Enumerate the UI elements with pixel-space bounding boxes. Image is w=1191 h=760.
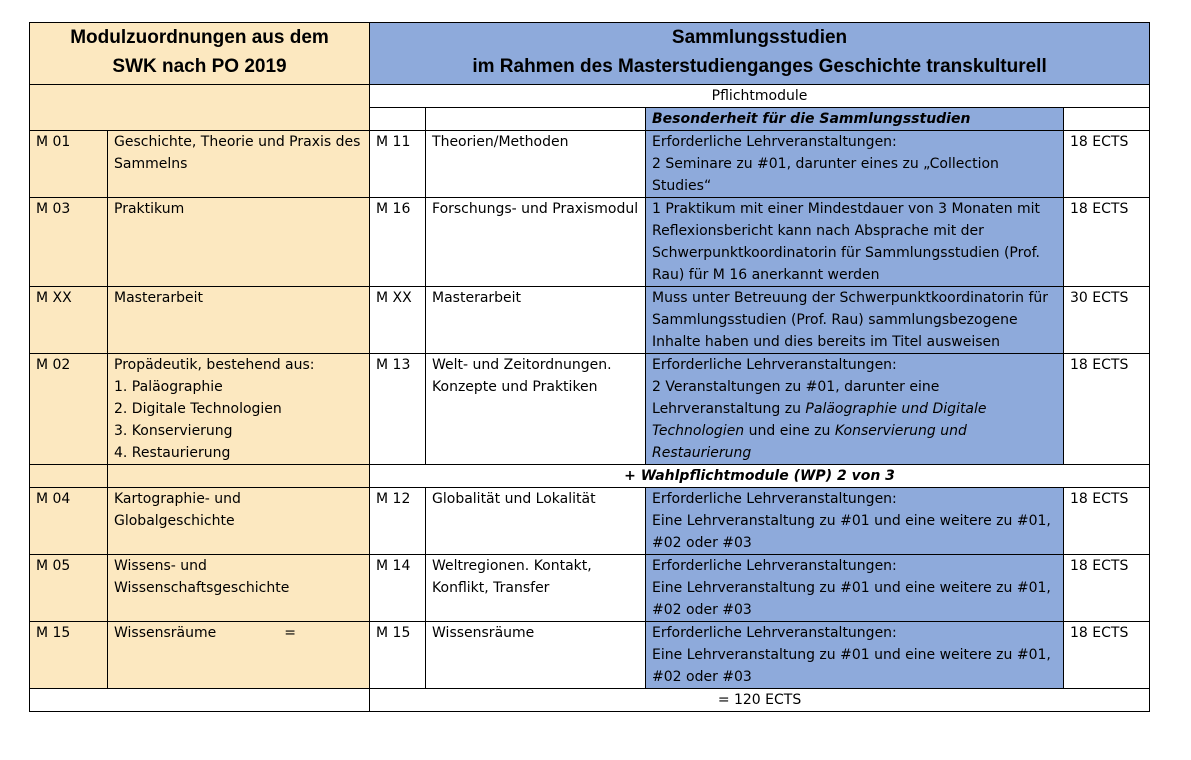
swk-header: Modulzuordnungen aus dem SWK nach PO 2019 (30, 23, 370, 85)
module-description: Erforderliche Lehrveranstaltungen: Eine Lehrveranstaltung zu #01 und eine weitere zu #01, #02 oder #03 (646, 555, 1064, 622)
table-row (30, 488, 1150, 555)
empty-cell (370, 108, 426, 131)
ects-value: 18 ECTS (1064, 131, 1150, 198)
total-ects: = 120 ECTS (370, 689, 1150, 712)
pflicht-row (30, 85, 1150, 108)
module-code: M 14 (370, 555, 426, 622)
empty-cell (108, 465, 370, 488)
empty-cell (426, 108, 646, 131)
module-description: Erforderliche Lehrveranstaltungen: 2 Seminare zu #01, darunter eines zu „Collection Studies“ (646, 131, 1064, 198)
table-row (30, 131, 1150, 198)
swk-code: M XX (30, 287, 108, 354)
ects-value: 18 ECTS (1064, 488, 1150, 555)
ects-value: 18 ECTS (1064, 198, 1150, 287)
module-code: M 15 (370, 622, 426, 689)
ects-value: 18 ECTS (1064, 555, 1150, 622)
module-name: Wissensräume (426, 622, 646, 689)
ects-value: 30 ECTS (1064, 287, 1150, 354)
swk-code: M 05 (30, 555, 108, 622)
table-row (30, 622, 1150, 689)
swk-name: Masterarbeit (108, 287, 370, 354)
table-row (30, 198, 1150, 287)
wahlpflicht-row (30, 465, 1150, 488)
module-description: Erforderliche Lehrveranstaltungen: Eine Lehrveranstaltung zu #01 und eine weitere zu #01, #02 oder #03 (646, 488, 1064, 555)
module-name: Welt- und Zeitordnungen. Konzepte und Praktiken (426, 354, 646, 465)
module-name: Globalität und Lokalität (426, 488, 646, 555)
swk-name: Praktikum (108, 198, 370, 287)
empty-cell (30, 689, 370, 712)
empty-cell (30, 465, 108, 488)
empty-cell (1064, 108, 1150, 131)
sammlungsstudien-header: Sammlungsstudien im Rahmen des Masterstudienganges Geschichte transkulturell (370, 23, 1150, 85)
module-table (29, 22, 1150, 712)
total-row (30, 689, 1150, 712)
module-name: Masterarbeit (426, 287, 646, 354)
swk-code: M 15 (30, 622, 108, 689)
swk-name: Propädeutik, bestehend aus: 1. Paläographie 2. Digitale Technologien 3. Konservierung 4. Restaurierung (108, 354, 370, 465)
list-item: 2. Digitale Technologien (114, 401, 282, 417)
swk-code: M 02 (30, 354, 108, 465)
module-code: M XX (370, 287, 426, 354)
module-description: 1 Praktikum mit einer Mindestdauer von 3 Monaten mit Reflexionsbericht kann nach Absprache mit der Schwerpunktkoordinatorin für Sammlungsstudien (Prof. Rau) für M 16 anerkannt werden (646, 198, 1064, 287)
module-name: Forschungs- und Praxismodul (426, 198, 646, 287)
besonderheit-heading: Besonderheit für die Sammlungsstudien (646, 108, 1064, 131)
swk-name: Wissens- und Wissenschaftsgeschichte (108, 555, 370, 622)
module-name: Weltregionen. Kontakt, Konflikt, Transfer (426, 555, 646, 622)
module-description: Erforderliche Lehrveranstaltungen: 2 Veranstaltungen zu #01, darunter eine Lehrveranstaltung zu Paläographie und Digitale Technologien und eine zu Konservierung und Restaurierung (646, 354, 1064, 465)
list-item: 4. Restaurierung (114, 445, 231, 461)
swk-name: Kartographie- und Globalgeschichte (108, 488, 370, 555)
swk-name: Wissensräume = (108, 622, 370, 689)
table-row (30, 555, 1150, 622)
module-code: M 16 (370, 198, 426, 287)
table-row (30, 287, 1150, 354)
empty-cell (30, 85, 370, 131)
table-row (30, 354, 1150, 465)
ects-value: 18 ECTS (1064, 354, 1150, 465)
list-item: 1. Paläographie (114, 379, 223, 395)
swk-code: M 03 (30, 198, 108, 287)
section-pflichtmodule: Pflichtmodule (370, 85, 1150, 108)
module-name: Theorien/Methoden (426, 131, 646, 198)
header-row (30, 23, 1150, 85)
module-code: M 13 (370, 354, 426, 465)
module-description: Muss unter Betreuung der Schwerpunktkoordinatorin für Sammlungsstudien (Prof. Rau) sammlungsbezogene Inhalte haben und dies bereits im Titel ausweisen (646, 287, 1064, 354)
swk-code: M 04 (30, 488, 108, 555)
module-code: M 11 (370, 131, 426, 198)
swk-code: M 01 (30, 131, 108, 198)
module-description: Erforderliche Lehrveranstaltungen: Eine Lehrveranstaltung zu #01 und eine weitere zu #01, #02 oder #03 (646, 622, 1064, 689)
list-item: 3. Konservierung (114, 423, 233, 439)
swk-name: Geschichte, Theorie und Praxis des Sammelns (108, 131, 370, 198)
module-code: M 12 (370, 488, 426, 555)
ects-value: 18 ECTS (1064, 622, 1150, 689)
section-wahlpflichtmodule: + Wahlpflichtmodule (WP) 2 von 3 (370, 465, 1150, 488)
